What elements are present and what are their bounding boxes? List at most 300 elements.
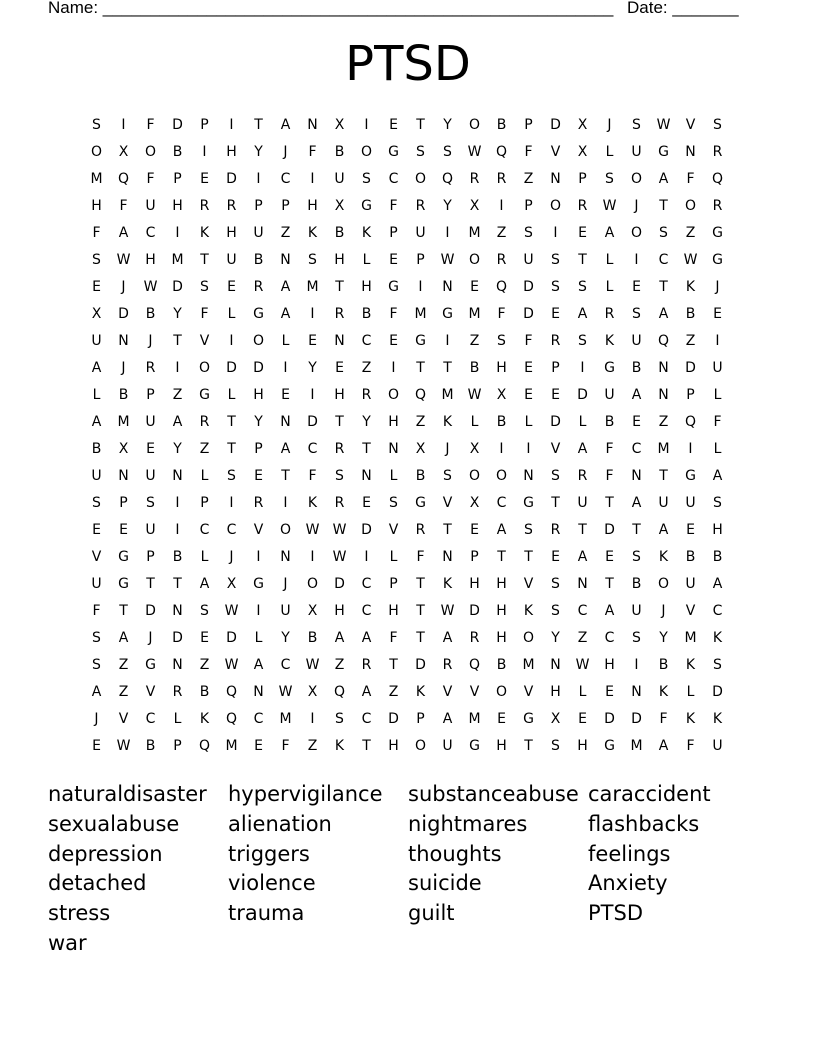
grid-letter: T [551, 495, 560, 511]
grid-letter: R [226, 198, 237, 214]
grid-letter: J [715, 279, 720, 295]
grid-letter: F [686, 171, 695, 187]
grid-letter: N [118, 468, 129, 484]
grid-letter: A [91, 414, 102, 430]
grid-letter: I [499, 198, 504, 214]
grid-letter: C [361, 333, 372, 349]
word-bank-item: naturaldisaster [48, 782, 207, 806]
grid-letter: Q [684, 414, 697, 430]
grid-letter: N [577, 576, 588, 592]
grid-letter: R [361, 387, 372, 403]
grid-letter: D [172, 117, 183, 133]
grid-letter: F [92, 225, 101, 241]
grid-letter: E [146, 441, 155, 457]
grid-letter: E [389, 333, 398, 349]
grid-letter: T [254, 117, 263, 133]
word-bank-item: flashbacks [588, 811, 700, 836]
grid-letter: L [254, 630, 263, 646]
grid-letter: H [334, 603, 345, 619]
grid-letter: I [364, 117, 369, 133]
grid-letter: J [607, 117, 612, 133]
grid-letter: K [442, 576, 453, 592]
grid-letter: R [577, 468, 588, 484]
grid-letter: E [605, 549, 614, 565]
grid-letter: S [416, 144, 425, 160]
grid-letter: N [307, 117, 318, 133]
grid-letter: J [445, 441, 450, 457]
grid-letter: A [442, 711, 453, 727]
grid-row [83, 139, 731, 166]
grid-letter: H [334, 252, 345, 268]
grid-row [83, 463, 731, 490]
grid-letter: M [630, 738, 643, 754]
grid-letter: R [334, 495, 345, 511]
grid-letter: V [685, 117, 696, 133]
grid-letter: I [175, 522, 180, 538]
grid-letter: Y [551, 630, 560, 646]
grid-letter: Y [443, 198, 452, 214]
grid-letter: T [416, 360, 425, 376]
grid-letter: T [416, 603, 425, 619]
grid-letter: B [604, 414, 615, 430]
grid-row [83, 706, 731, 733]
grid-letter: I [715, 333, 720, 349]
name-field-label: Name: ______________________________________________________ [48, 0, 614, 17]
grid-letter: W [116, 738, 131, 754]
grid-letter: A [361, 684, 372, 700]
grid-letter: I [418, 279, 423, 295]
grid-letter: S [335, 711, 344, 727]
grid-letter: B [91, 441, 102, 457]
grid-letter: Z [172, 387, 183, 403]
grid-letter: V [523, 576, 534, 592]
grid-letter: I [121, 117, 126, 133]
grid-letter: Z [388, 684, 399, 700]
grid-letter: S [389, 495, 398, 511]
grid-letter: P [146, 549, 155, 565]
grid-letter: G [361, 198, 372, 214]
grid-letter: T [578, 252, 587, 268]
letter-grid [83, 112, 731, 760]
grid-letter: G [685, 468, 696, 484]
grid-letter: A [658, 522, 669, 538]
grid-letter: A [199, 576, 210, 592]
grid-letter: V [199, 333, 210, 349]
grid-letter: X [469, 198, 480, 214]
grid-row [83, 274, 731, 301]
grid-letter: I [499, 441, 504, 457]
grid-letter: D [550, 117, 561, 133]
grid-letter: D [334, 576, 345, 592]
grid-letter: S [524, 225, 533, 241]
grid-letter: S [551, 252, 560, 268]
grid-letter: A [712, 468, 723, 484]
grid-letter: T [659, 198, 668, 214]
word-bank-item: thoughts [408, 841, 502, 866]
grid-letter: F [416, 549, 425, 565]
grid-letter: U [442, 738, 453, 754]
grid-letter: C [253, 711, 264, 727]
grid-letter: T [443, 360, 452, 376]
grid-letter: Q [225, 684, 238, 700]
grid-letter: O [306, 576, 319, 592]
grid-letter: J [283, 144, 288, 160]
grid-letter: R [253, 279, 264, 295]
grid-letter: L [605, 252, 614, 268]
grid-letter: G [658, 144, 669, 160]
grid-letter: R [550, 333, 561, 349]
grid-letter: C [145, 711, 156, 727]
grid-letter: Z [469, 333, 480, 349]
grid-letter: H [226, 225, 237, 241]
grid-letter: E [470, 522, 479, 538]
grid-letter: D [118, 306, 129, 322]
grid-letter: K [523, 603, 534, 619]
grid-letter: S [551, 603, 560, 619]
grid-letter: M [522, 657, 535, 673]
grid-row [83, 166, 731, 193]
grid-letter: U [145, 414, 156, 430]
grid-letter: H [307, 198, 318, 214]
grid-letter: H [334, 387, 345, 403]
grid-letter: R [496, 171, 507, 187]
grid-letter: D [604, 711, 615, 727]
grid-letter: X [307, 603, 318, 619]
grid-letter: L [200, 549, 209, 565]
grid-letter: Z [118, 657, 129, 673]
grid-letter: M [90, 171, 103, 187]
grid-letter: P [389, 576, 398, 592]
grid-letter: R [199, 414, 210, 430]
grid-letter: O [495, 468, 508, 484]
grid-letter: F [605, 441, 614, 457]
grid-letter: M [657, 441, 670, 457]
grid-letter: M [171, 252, 184, 268]
grid-letter: A [334, 630, 345, 646]
grid-letter: E [281, 387, 290, 403]
grid-letter: U [712, 738, 723, 754]
grid-letter: F [605, 468, 614, 484]
grid-letter: L [686, 684, 695, 700]
grid-letter: X [415, 441, 426, 457]
grid-letter: R [172, 684, 183, 700]
grid-letter: I [688, 441, 693, 457]
grid-letter: Q [414, 387, 427, 403]
grid-letter: O [414, 738, 427, 754]
grid-letter: G [415, 333, 426, 349]
grid-letter: X [118, 441, 129, 457]
grid-letter: F [524, 144, 533, 160]
grid-letter: I [445, 225, 450, 241]
grid-letter: W [116, 252, 131, 268]
grid-letter: L [524, 414, 533, 430]
grid-letter: R [442, 657, 453, 673]
grid-letter: U [334, 171, 345, 187]
grid-letter: G [388, 144, 399, 160]
grid-letter: E [92, 738, 101, 754]
grid-letter: J [283, 576, 288, 592]
grid-letter: R [550, 522, 561, 538]
grid-letter: K [658, 684, 669, 700]
grid-letter: N [334, 333, 345, 349]
grid-letter: M [684, 630, 697, 646]
grid-letter: X [469, 441, 480, 457]
grid-letter: A [604, 603, 615, 619]
grid-letter: W [305, 522, 320, 538]
grid-letter: X [91, 306, 102, 322]
grid-letter: B [334, 144, 345, 160]
grid-letter: E [632, 414, 641, 430]
grid-letter: N [442, 279, 453, 295]
grid-letter: W [332, 522, 347, 538]
grid-letter: E [389, 252, 398, 268]
word-bank-item: hypervigilance [228, 782, 383, 806]
grid-letter: A [280, 279, 291, 295]
grid-letter: E [551, 549, 560, 565]
grid-letter: Q [711, 171, 724, 187]
grid-letter: V [469, 684, 480, 700]
page-title: PTSD [345, 36, 471, 92]
grid-letter: T [173, 576, 182, 592]
grid-letter: I [445, 333, 450, 349]
grid-letter: L [713, 441, 722, 457]
grid-letter: D [523, 279, 534, 295]
grid-letter: K [334, 738, 345, 754]
grid-letter: P [200, 495, 209, 511]
grid-letter: C [361, 576, 372, 592]
word-bank [48, 779, 768, 958]
grid-letter: D [712, 684, 723, 700]
grid-letter: M [414, 306, 427, 322]
grid-letter: U [253, 225, 264, 241]
grid-letter: X [334, 198, 345, 214]
grid-letter: B [496, 414, 507, 430]
grid-letter: I [553, 225, 558, 241]
grid-letter: G [712, 252, 723, 268]
grid-letter: E [686, 522, 695, 538]
grid-letter: J [121, 360, 126, 376]
grid-letter: V [253, 522, 264, 538]
grid-row [83, 733, 731, 760]
grid-letter: X [469, 495, 480, 511]
grid-letter: F [308, 144, 317, 160]
grid-letter: B [118, 387, 129, 403]
grid-letter: E [551, 306, 560, 322]
grid-letter: E [308, 333, 317, 349]
grid-letter: H [388, 603, 399, 619]
grid-letter: G [604, 738, 615, 754]
grid-letter: L [173, 711, 182, 727]
date-field-label: Date: _______ [627, 0, 739, 17]
grid-letter: J [634, 198, 639, 214]
grid-row [83, 436, 731, 463]
grid-letter: G [523, 711, 534, 727]
grid-letter: D [550, 414, 561, 430]
grid-letter: L [227, 306, 236, 322]
grid-letter: D [226, 360, 237, 376]
grid-letter: B [631, 360, 642, 376]
grid-row [83, 652, 731, 679]
grid-letter: O [198, 360, 211, 376]
word-bank-item: guilt [408, 901, 455, 926]
grid-letter: A [631, 387, 642, 403]
grid-letter: T [362, 738, 371, 754]
grid-letter: I [310, 387, 315, 403]
grid-letter: S [632, 117, 641, 133]
grid-letter: E [335, 360, 344, 376]
grid-letter: Q [657, 333, 670, 349]
grid-letter: D [604, 522, 615, 538]
grid-letter: J [121, 279, 126, 295]
grid-letter: B [685, 306, 696, 322]
grid-letter: I [364, 549, 369, 565]
grid-letter: W [575, 657, 590, 673]
grid-letter: T [335, 279, 344, 295]
grid-letter: T [605, 576, 614, 592]
grid-letter: N [631, 684, 642, 700]
grid-letter: C [226, 522, 237, 538]
grid-letter: R [199, 198, 210, 214]
grid-letter: F [281, 738, 290, 754]
grid-letter: H [577, 738, 588, 754]
grid-letter: L [605, 279, 614, 295]
grid-letter: G [712, 225, 723, 241]
grid-letter: N [172, 468, 183, 484]
word-bank-item: triggers [228, 841, 310, 866]
grid-letter: V [550, 144, 561, 160]
word-bank-item: detached [48, 871, 147, 896]
grid-letter: I [310, 711, 315, 727]
grid-letter: H [496, 603, 507, 619]
grid-letter: T [200, 252, 209, 268]
grid-letter: B [199, 684, 210, 700]
grid-letter: F [92, 603, 101, 619]
grid-letter: K [199, 711, 210, 727]
grid-letter: F [524, 333, 533, 349]
grid-letter: W [440, 252, 455, 268]
grid-letter: A [118, 225, 129, 241]
grid-letter: T [146, 576, 155, 592]
grid-letter: N [631, 468, 642, 484]
grid-letter: Y [659, 630, 668, 646]
grid-letter: K [199, 225, 210, 241]
grid-letter: A [577, 549, 588, 565]
grid-letter: E [254, 468, 263, 484]
grid-letter: E [200, 630, 209, 646]
grid-letter: T [659, 279, 668, 295]
grid-letter: A [118, 630, 129, 646]
grid-letter: Q [495, 144, 508, 160]
grid-letter: X [307, 684, 318, 700]
grid-letter: D [253, 360, 264, 376]
grid-letter: V [118, 711, 129, 727]
word-bank-item: substanceabuse [408, 782, 579, 806]
grid-letter: N [280, 252, 291, 268]
grid-letter: F [119, 198, 128, 214]
grid-letter: Q [225, 711, 238, 727]
grid-letter: Q [117, 171, 130, 187]
grid-letter: U [712, 360, 723, 376]
grid-letter: F [200, 306, 209, 322]
grid-letter: E [524, 360, 533, 376]
grid-letter: C [361, 603, 372, 619]
grid-letter: T [416, 117, 425, 133]
grid-letter: S [551, 468, 560, 484]
grid-letter: I [283, 360, 288, 376]
grid-letter: I [229, 495, 234, 511]
grid-letter: K [712, 630, 723, 646]
grid-letter: K [658, 549, 669, 565]
grid-letter: O [684, 198, 697, 214]
grid-letter: Y [173, 306, 182, 322]
grid-letter: S [551, 738, 560, 754]
grid-letter: Z [415, 414, 426, 430]
grid-letter: H [496, 360, 507, 376]
grid-letter: P [254, 198, 263, 214]
grid-row [83, 544, 731, 571]
grid-letter: I [526, 441, 531, 457]
grid-letter: S [227, 468, 236, 484]
grid-letter: B [658, 657, 669, 673]
grid-letter: B [334, 225, 345, 241]
grid-letter: P [470, 549, 479, 565]
grid-letter: U [631, 603, 642, 619]
grid-letter: T [497, 549, 506, 565]
grid-letter: K [415, 684, 426, 700]
grid-letter: A [712, 576, 723, 592]
grid-letter: V [550, 441, 561, 457]
grid-letter: G [469, 738, 480, 754]
grid-letter: Q [468, 657, 481, 673]
grid-letter: W [683, 252, 698, 268]
grid-letter: I [391, 360, 396, 376]
grid-letter: T [416, 630, 425, 646]
grid-letter: Q [441, 171, 454, 187]
grid-letter: R [712, 144, 723, 160]
grid-letter: D [307, 414, 318, 430]
grid-letter: B [469, 360, 480, 376]
grid-letter: N [361, 468, 372, 484]
grid-letter: U [145, 198, 156, 214]
grid-letter: S [443, 144, 452, 160]
grid-letter: U [91, 333, 102, 349]
grid-letter: D [226, 171, 237, 187]
grid-letter: O [90, 144, 103, 160]
grid-letter: A [280, 441, 291, 457]
grid-row [83, 247, 731, 274]
grid-row [83, 220, 731, 247]
grid-letter: I [283, 495, 288, 511]
grid-letter: O [468, 468, 481, 484]
grid-letter: E [227, 279, 236, 295]
grid-letter: U [91, 576, 102, 592]
grid-letter: B [631, 576, 642, 592]
grid-letter: I [175, 495, 180, 511]
grid-letter: S [92, 657, 101, 673]
grid-letter: H [388, 414, 399, 430]
grid-row [83, 490, 731, 517]
grid-letter: X [118, 144, 129, 160]
grid-letter: T [362, 441, 371, 457]
grid-letter: C [577, 603, 588, 619]
grid-letter: S [92, 495, 101, 511]
grid-letter: H [361, 279, 372, 295]
grid-letter: F [389, 306, 398, 322]
grid-letter: T [281, 468, 290, 484]
grid-letter: U [577, 495, 588, 511]
grid-letter: O [279, 522, 292, 538]
grid-letter: D [388, 711, 399, 727]
